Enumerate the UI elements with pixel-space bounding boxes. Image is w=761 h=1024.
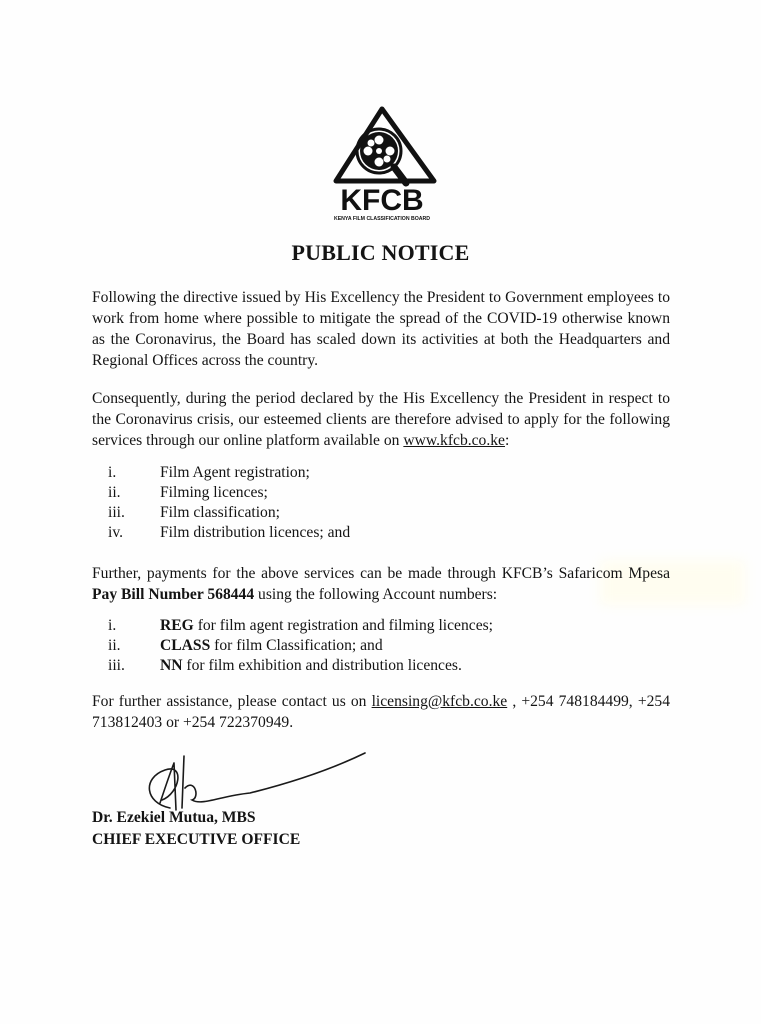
list-item — [108, 483, 350, 503]
email-link[interactable]: licensing@kfcb.co.ke — [371, 693, 508, 710]
paragraph-text: , +254 748184499, +254 713812403 or +254 722370949. — [92, 693, 670, 731]
list-item — [108, 636, 493, 656]
list-text: Film Agent registration; — [160, 464, 310, 481]
list-item — [108, 656, 493, 676]
list-text: Film classification; — [160, 504, 280, 521]
list-item — [108, 523, 350, 543]
paybill-number: Pay Bill Number 568444 — [92, 586, 255, 603]
list-text: for film Classification; and — [210, 637, 383, 654]
svg-text:KFCB: KFCB — [340, 184, 424, 217]
account-code: NN — [160, 657, 183, 674]
svg-text:KENYA FILM CLASSIFICATION BOAR: KENYA FILM CLASSIFICATION BOARD — [333, 216, 431, 222]
signatory-name: Dr. Ezekiel Mutua, MBS — [92, 809, 256, 826]
account-code: CLASS — [160, 637, 211, 654]
film-reel-magnifier-triangle-icon — [322, 103, 442, 225]
list-number: ii. — [108, 484, 121, 501]
paragraph-text: using the following Account numbers: — [254, 586, 498, 603]
list-number: i. — [108, 617, 117, 634]
list-text: Filming licences; — [160, 484, 268, 501]
accounts-list — [108, 616, 493, 676]
website-link[interactable]: www.kfcb.co.ke — [403, 432, 505, 449]
list-item — [108, 503, 350, 523]
services-list — [108, 463, 350, 543]
account-code: REG — [160, 617, 194, 634]
list-text: for film exhibition and distribution licences. — [182, 657, 462, 674]
list-text: Film distribution licences; and — [160, 524, 351, 541]
list-number: iv. — [108, 524, 124, 541]
paragraph-text: Consequently, during the period declared by the His Excellency the President in respect to the Coronavirus crisis, our esteemed clients are therefore advised to apply for the following services through our online platform available on — [92, 390, 670, 449]
paragraph-online-services — [92, 388, 670, 451]
list-number: ii. — [108, 637, 121, 654]
paragraph-text: Further, payments for the above services can be made through KFCB’s Safaricom Mpesa — [92, 565, 670, 582]
paragraph-punct: : — [504, 432, 510, 449]
list-item — [108, 616, 493, 636]
kfcb-logo — [322, 103, 442, 225]
paragraph-payments — [92, 563, 670, 605]
list-text: for film agent registration and filming licences; — [193, 617, 494, 634]
paragraph-directive: Following the directive issued by His Excellency the President to Government employees to work from home where possible to mitigate the spread of the COVID-19 otherwise known as the Coronavirus, the Board has scaled down its activities at both the Headquarters and Regional Offices across the country. — [92, 289, 670, 369]
list-number: i. — [108, 464, 117, 481]
paragraph-text: For further assistance, please contact us on — [92, 693, 372, 710]
signatory-block — [92, 807, 300, 851]
signatory-position: CHIEF EXECUTIVE OFFICE — [92, 831, 301, 848]
list-number: iii. — [108, 657, 125, 674]
page-title: PUBLIC NOTICE — [291, 240, 470, 265]
list-item — [108, 463, 350, 483]
list-number: iii. — [108, 504, 125, 521]
paragraph-contact — [92, 691, 670, 733]
